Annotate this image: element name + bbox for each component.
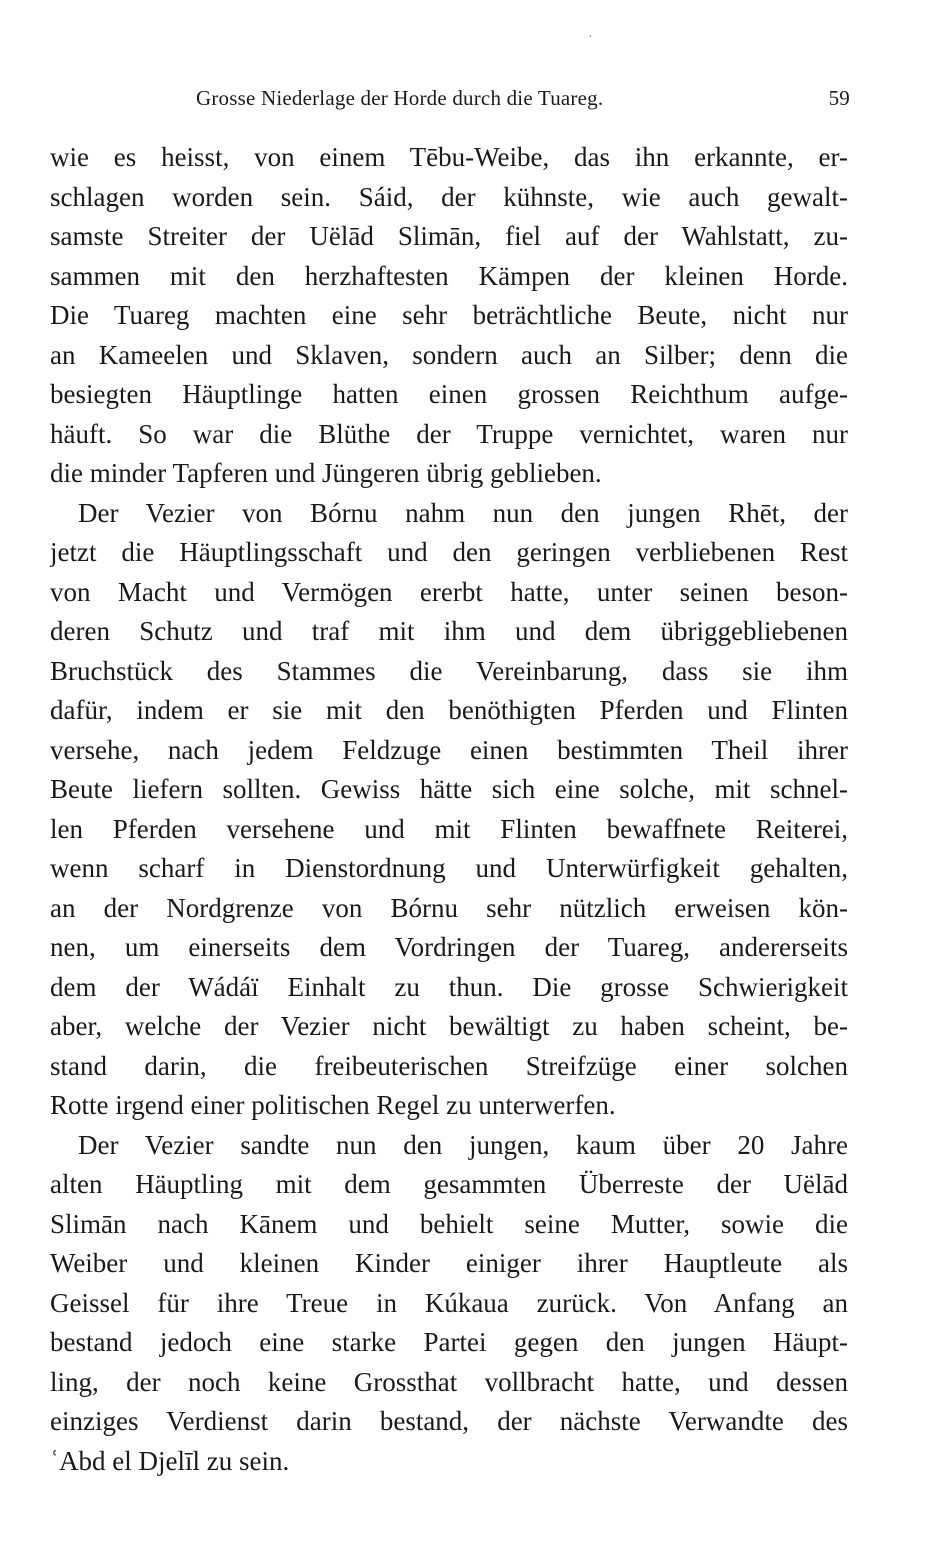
text-line: deren Schutz und traf mit ihm und dem übriggebliebenen [50, 616, 848, 646]
text-line: samste Streiter der Uëlād Slimān, fiel auf der Wahlstatt, zu- [50, 221, 848, 251]
text-line: die minder Tapferen und Jüngeren übrig geblieben. [50, 458, 602, 488]
text-line: wie es heisst, von einem Tēbu-Weibe, das ihn erkannte, er- [50, 142, 848, 172]
text-line: len Pferden versehene und mit Flinten bewaffnete Reiterei, [50, 813, 848, 844]
text-line: Rotte irgend einer politischen Regel zu unterwerfen. [50, 1090, 616, 1120]
text-line: an der Nordgrenze von Bórnu sehr nützlich erweisen kön- [50, 892, 848, 923]
text-line: nen, um einerseits dem Vordringen der Tuareg, andererseits [50, 932, 848, 962]
text-line: an Kameelen und Sklaven, sondern auch an Silber; denn die [50, 339, 848, 370]
text-line: einziges Verdienst darin bestand, der nächste Verwandte des [50, 1406, 848, 1436]
page-number: 59 [828, 86, 850, 110]
running-title: Grosse Niederlage der Horde durch die Tuareg. [196, 86, 604, 110]
text-line: häuft. So war die Blüthe der Truppe vernichtet, waren nur [50, 418, 848, 449]
text-line: ling, der noch keine Grossthat vollbracht hatte, und dessen [50, 1366, 848, 1397]
text-line: jetzt die Häuptlingsschaft und den geringen verbliebenen Rest [50, 537, 848, 567]
text-line: Beute liefern sollten. Gewiss hätte sich eine solche, mit schnel- [50, 774, 848, 804]
text-line: Der Vezier von Bórnu nahm nun den jungen Rhēt, der [78, 497, 848, 528]
text-line: Weiber und kleinen Kinder einiger ihrer Hauptleute als [50, 1248, 848, 1278]
text-line: dem der Wádáï Einhalt zu thun. Die grosse Schwierigkeit [50, 971, 848, 1002]
paper-speck: · [588, 30, 593, 45]
text-line: sammen mit den herzhaftesten Kämpen der kleinen Horde. [50, 260, 848, 291]
text-line: Geissel für ihre Treue in Kúkaua zurück. Von Anfang an [50, 1287, 848, 1318]
text-line: versehe, nach jedem Feldzuge einen bestimmten Theil ihrer [50, 734, 848, 765]
text-line: aber, welche der Vezier nicht bewältigt zu haben scheint, be- [50, 1011, 848, 1041]
text-line: bestand jedoch eine starke Partei gegen den jungen Häupt- [50, 1327, 848, 1357]
text-line: Bruchstück des Stammes die Vereinbarung, dass sie ihm [50, 655, 848, 686]
text-line: dafür, indem er sie mit den benöthigten Pferden und Flinten [50, 695, 848, 725]
text-line: ʿAbd el Djelīl zu sein. [50, 1445, 290, 1476]
text-line: von Macht und Vermögen ererbt hatte, unter seinen beson- [50, 576, 848, 607]
text-line: Der Vezier sandte nun den jungen, kaum über 20 Jahre [78, 1129, 848, 1160]
body-text [50, 138, 848, 1481]
text-line: besiegten Häuptlinge hatten einen grossen Reichthum aufge- [50, 379, 848, 409]
text-line: alten Häuptling mit dem gesammten Überreste der Uëlād [50, 1169, 848, 1199]
text-line: Slimān nach Kānem und behielt seine Mutter, sowie die [50, 1208, 848, 1239]
running-head [50, 86, 850, 116]
text-line: stand darin, die freibeuterischen Streifzüge einer solchen [50, 1050, 848, 1081]
text-line: wenn scharf in Dienstordnung und Unterwürfigkeit gehalten, [50, 853, 848, 883]
text-line: schlagen worden sein. Sáid, der kühnste, wie auch gewalt- [50, 181, 848, 212]
text-line: Die Tuareg machten eine sehr beträchtliche Beute, nicht nur [50, 300, 848, 330]
